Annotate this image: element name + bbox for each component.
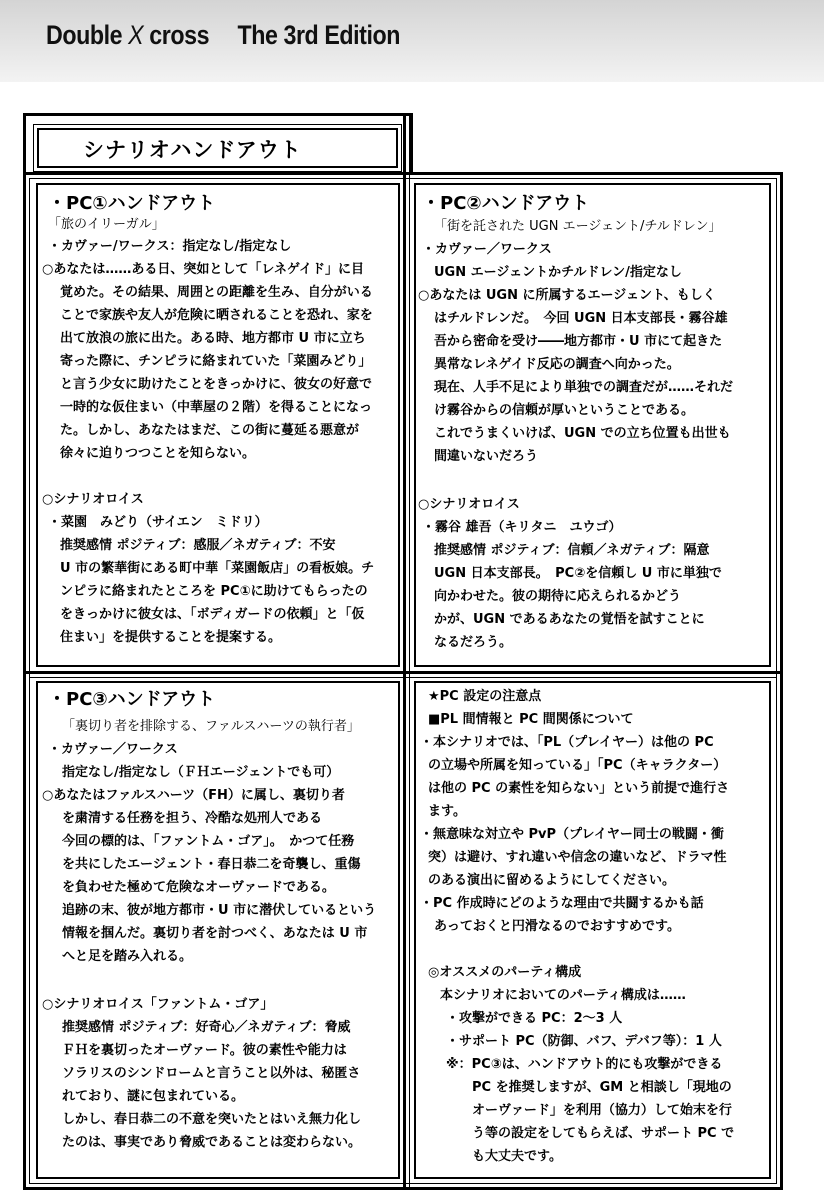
notes-line: も大丈夫です。 [472,1149,562,1164]
pc2-line: 現在、人手不足により単独での調査だが……それだ [434,380,734,395]
notes-subheading: ■PL 間情報と PC 間関係について [428,712,634,727]
scenario-title: シナリオハンドアウト [83,138,302,162]
notes-line: のある演出に留めるようにしてください。 [428,873,676,888]
pc3-line: を負わせた極めて危険なオーヴァードである。 [62,880,335,895]
pc2-line: ○シナリオロイス [418,497,520,512]
pc1-line: ○シナリオロイス [42,492,144,507]
pc2-line: ○あなたは UGN に所属するエージェント、もしく [418,288,716,303]
notes-line: 本シナリオにおいてのパーティ構成は…… [440,988,686,1003]
pc2-line: 推奨感情 ポジティブ：信頼／ネガティブ：隔意 [434,543,710,558]
pc3-line: ○シナリオロイス「ファントム・ゴア」 [42,997,274,1012]
pc2-line: なるだろう。 [434,635,513,650]
divider-vertical-inner [409,113,410,1190]
pc2-line: はチルドレンだ。 今回 UGN 日本支部長・霧谷雄 [434,311,728,326]
notes-line: ・無意味な対立や PvP（プレイヤー同士の戦闘・衝 [420,827,724,842]
pc-settings-notes-panel [414,681,771,1179]
notes-line: ます。 [428,804,466,819]
pc3-line: を共にしたエージェント・春日恭二を奇襲し、重傷 [62,857,361,872]
notes-line: ・攻撃ができる PC：2～3 人 [446,1011,623,1026]
pc3-line: れており、謎に包まれている。 [62,1089,245,1104]
pc3-line: たのは、事実であり脅威であることは変わらない。 [62,1135,362,1150]
pc3-line: を粛清する任務を担う、冷酷な処刑人である [62,811,323,826]
pc3-line: ・カヴァー／ワークス [48,742,178,757]
pc1-line: 「旅のイリーガル」 [48,217,165,232]
pc1-line: 出て放浪の旅に出た。ある時、地方都市 U 市に立ち [60,331,366,346]
title-cross-symbol: Χ [128,20,144,50]
pc1-line: U 市の繁華街にある町中華「菜園飯店」の看板娘。チ [60,561,375,576]
divider-horizontal-inner [29,677,777,678]
pc3-line: 追跡の末、彼が地方都市・U 市に潜伏しているという [62,903,377,918]
notes-line: は他の PC の素性を知らない」という前提で進行さ [428,781,730,796]
notes-line: 突）は避け、すれ違いや信念の違いなど、ドラマ性 [428,850,727,865]
pc3-line: 情報を掴んだ。裏切り者を討つべく、あなたは U 市 [62,926,368,941]
pc1-line: 覚めた。その結果、周囲との距離を生み、自分がいる [60,285,373,300]
pc3-line: 推奨感情 ポジティブ：好奇心／ネガティブ：脅威 [62,1020,351,1035]
pc1-line: 寄った際に、チンピラに絡まれていた「菜園みどり」 [60,354,372,369]
pc1-heading: ・PC①ハンドアウト [48,193,216,214]
pc1-line: ・菜園 みどり（サイエン ミドリ） [48,515,268,530]
notes-line: PC を推奨しますが、GM と相談し「現地の [472,1080,732,1095]
pc1-line: 一時的な仮住まい（中華屋の２階）を得ることになっ [60,400,373,415]
notes-line: う等の設定をしてもらえば、サポート PC で [472,1126,735,1141]
pc3-heading: ・PC③ハンドアウト [48,689,216,710]
pc1-line: をきっかけに彼女は、「ボディガードの依頼」と「仮 [60,607,365,622]
title-cross: cross [149,20,210,50]
pc1-line: と言う少女に助けたことをきっかけに、彼女の好意で [60,377,373,392]
pc2-line: ・カヴァー／ワークス [422,242,552,257]
pc1-line: ○あなたは……ある日、突如として「レネゲイド」に目 [42,262,365,277]
game-title [46,20,400,51]
pc2-line: UGN エージェントかチルドレン/指定なし [434,265,682,280]
pc2-line: かが、UGN であるあなたの覚悟を試すことに [434,612,705,627]
pc1-line: た。しかし、あなたはまだ、この街に蔓延る悪意が [60,423,360,438]
divider-vertical [403,113,406,1190]
pc1-line: ことで家族や友人が危険に晒されることを恐れ、家を [60,308,373,323]
pc2-heading: ・PC②ハンドアウト [422,193,590,214]
pc1-line: 徐々に迫りつつことを知らない。 [60,446,256,461]
notes-line: オーヴァード」を利用（協力）して始末を行 [472,1103,732,1118]
pc3-line: ○あなたはファルスハーツ（FH）に属し、裏切り者 [42,788,345,803]
pc1-line: 住まい」を提供することを提案する。 [60,630,282,645]
pc2-line: 「街を託された UGN エージェント/チルドレン」 [434,219,722,234]
notes-heading: ★PC 設定の注意点 [428,689,542,704]
pc2-line: 異常なレネゲイド反応の調査へ向かった。 [434,357,680,372]
pc3-line: 「裏切り者を排除する、ファルスハーツの執行者」 [62,719,360,734]
pc1-line: ンピラに絡まれたところを PC①に助けてもらったの [60,584,368,599]
pc3-line: 指定なし/指定なし（ＦＨエージェントでも可） [62,765,340,780]
pc1-line: ・カヴァー/ワークス：指定なし/指定なし [48,239,292,254]
pc2-handout-panel [414,183,771,667]
pc3-handout-panel [36,681,400,1179]
pc3-line: 今回の標的は、「ファントム・ゴア」。 かつて任務 [62,834,355,849]
title-edition: The 3rd Edition [237,20,401,50]
pc3-line: へと足を踏み入れる。 [62,949,193,964]
divider-horizontal [23,671,783,674]
pc3-line: しかし、春日恭二の不意を突いたとはいえ無力化し [62,1112,362,1127]
party-heading: ◎オススメのパーティ構成 [428,965,582,980]
pc2-line: け霧谷からの信頼が厚いということである。 [434,403,695,418]
notes-line: あっておくと円滑なるのでおすすめです。 [434,919,680,934]
pc2-line: UGN 日本支部長。 PC②を信頼し U 市に単独で [434,566,722,581]
pc1-line: 推奨感情 ポジティブ：感服／ネガティブ：不安 [60,538,336,553]
pc2-line: これでうまくいけば、UGN での立ち位置も出世も [434,426,731,441]
pc2-line: 吾から密命を受け――地方都市・U 市にて起きた [434,334,723,349]
pc1-handout-panel [36,183,400,667]
pc2-line: 間違いないだろう [434,449,539,464]
pc2-line: 向かわせた。彼の期待に応えられるかどう [434,589,682,604]
notes-line: ・PC 作成時にどのような理由で共闘するかも話 [420,896,704,911]
scenario-title-box [37,128,398,168]
notes-line: ・サポート PC（防御、バフ、デバフ等）：1 人 [446,1034,722,1049]
notes-line: ・本シナリオでは、「PL（プレイヤー）は他の PC [420,735,714,750]
notes-line: の立場や所属を知っている」「PC（キャラクター） [428,758,727,773]
pc2-line: ・霧谷 雄吾（キリタニ ユウゴ） [422,520,622,535]
notes-line: ※：PC③は、ハンドアウト的にも攻撃ができる [446,1057,723,1072]
header-banner [0,0,824,82]
title-double: Double [46,20,123,50]
pc3-line: ソラリスのシンドロームと言うこと以外は、秘匿さ [62,1066,361,1081]
pc3-line: ＦＨを裏切ったオーヴァード。彼の素性や能力は [62,1043,347,1058]
